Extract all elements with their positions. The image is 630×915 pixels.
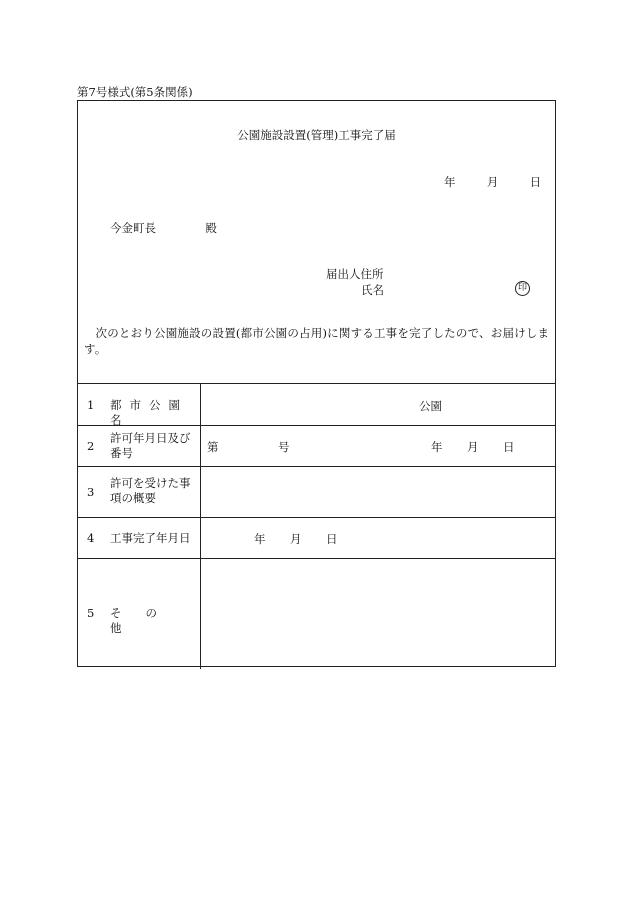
row-label: 許可を受けた事項の概要 [110, 476, 191, 505]
row-number: 3 [87, 485, 95, 499]
park-suffix: 公園 [419, 399, 442, 413]
completion-month: 月 [290, 532, 302, 546]
table-row [77, 518, 556, 559]
date-day: 日 [529, 175, 542, 189]
row-label-cell [77, 384, 201, 425]
table-row [77, 559, 556, 669]
form-frame [77, 100, 556, 667]
row-label: 許可年月日及び番号 [110, 431, 191, 460]
permit-dai: 第 [207, 440, 219, 454]
completion-day: 日 [326, 532, 338, 546]
date-year: 年 [444, 175, 456, 189]
form-number: 第7号様式(第5条関係) [77, 85, 193, 99]
honorific: 殿 [205, 221, 217, 235]
table-row [77, 467, 556, 518]
row-label: その他 [110, 606, 181, 635]
row-number: 4 [87, 531, 95, 545]
row-number: 1 [87, 398, 95, 412]
row-label-cell [77, 426, 201, 466]
permit-year: 年 [431, 440, 443, 454]
recipient: 今金町長 [110, 221, 156, 235]
row-label: 工事完了年月日 [110, 531, 191, 545]
row-label-cell [77, 559, 201, 669]
permit-day: 日 [503, 440, 515, 454]
details-table [77, 383, 556, 669]
row-number: 2 [87, 439, 95, 453]
permit-month: 月 [467, 440, 479, 454]
permit-go: 号 [278, 440, 290, 454]
submission-date [444, 174, 541, 190]
date-month: 月 [486, 175, 499, 189]
row-label-cell [77, 467, 201, 517]
reporter-address-label: 届出人住所 [326, 267, 384, 281]
row-label-cell [77, 518, 201, 558]
row-number: 5 [87, 606, 95, 620]
seal-mark: 印 [515, 281, 530, 296]
reporter-name-label: 氏名 [361, 283, 384, 297]
recipient-line [110, 220, 217, 236]
form-title: 公園施設設置(管理)工事完了届 [237, 128, 396, 142]
table-row [77, 426, 556, 467]
body-text: 次のとおり公園施設の設置(都市公園の占用)に関する工事を完了したので、お届けします。 [84, 326, 550, 356]
table-row [77, 384, 556, 426]
completion-year: 年 [254, 532, 266, 546]
row-label: 都市公園名 [110, 398, 188, 427]
